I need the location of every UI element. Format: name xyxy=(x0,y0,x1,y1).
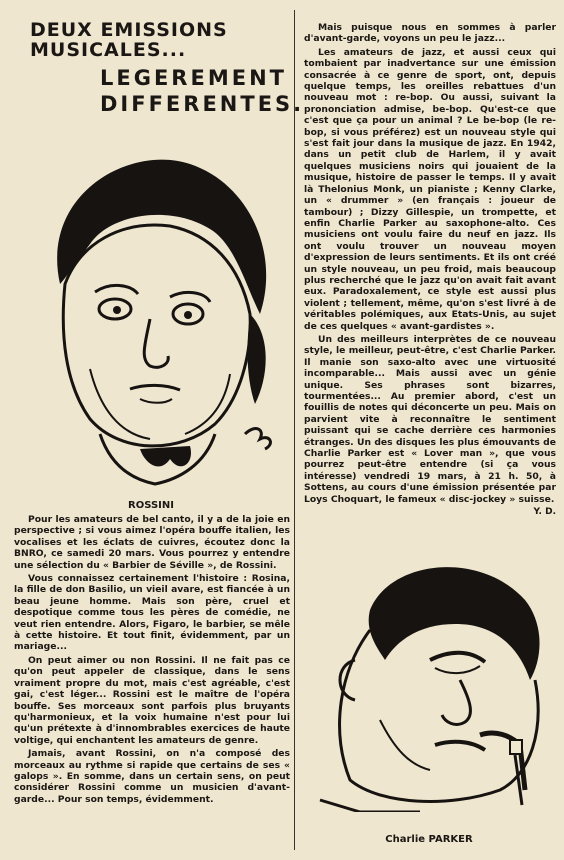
left-article xyxy=(14,514,290,807)
column-divider xyxy=(294,10,295,850)
parker-caricature xyxy=(310,550,550,812)
right-paragraph: Les amateurs de jazz, et aussi ceux qui tombaient par inadvertance sur une émission consacrée à ce genre de sport, ont, depuis quelque temps, les oreilles rebattues d'un nouveau mot : re-bop. Ou aussi, suivant la prononciation admise, be-bop. Qu'est-ce que c'est que ça pour un animal ? Le be-bop (le re-bop, si vous préférez) est un nouveau style qui s'est fait jour dans la musique de jazz. En 1942, dans un petit club de Harlem, il y avait quelques musiciens noirs qui jouaient de la musique, histoire de passer le temps. Il y avait là Thelonius Monk, un pianiste ; Kenny Clarke, un « drummer » (en français : joueur de tambour) ; Dizzy Gillespie, un trompette, et enfin Charlie Parker au saxophone-alto. Ces musiciens ont voulu faire du neuf en jazz. Ils ont voulu trouver un nouveau moyen d'expression de leurs sentiments. Et ils ont créé un style nouveau, un peu froid, mais beaucoup plus recherché que le jazz qu'on avait fait avant eux. Paradoxalement, ce style est aussi plus violent ; tellement, même, qu'on s'est livré à de véritables polémiques, aux Etats-Unis, au sujet de ces quelques « avant-gardistes ». xyxy=(304,46,556,332)
headline-line-4: DIFFERENTES. xyxy=(100,92,305,116)
left-paragraph: Pour les amateurs de bel canto, il y a de la joie en perspective ; si vous aimez l'opéra bouffe italien, les vocalises et les éclats de cuivres, écoutez donc la BNRO, ce samedi 20 mars. Vous pourrez y entendre une sélection du « Barbier de Séville », de Rossini. xyxy=(14,514,290,571)
right-paragraph: Un des meilleurs interprètes de ce nouveau style, le meilleur, peut-être, c'est Charlie Parker. Il manie son saxo-alto avec une virtuosité incomparable... Mais aussi avec un génie unique. Ses phrases sont bizarres, tourmentées... Au premier abord, c'est un fouillis de notes qui déconcerte un peu. Mais on parvient vite à reconnaître le sentiment puissant qui se cache derrière ces harmonies étranges. Un des disques les plus émouvants de Charlie Parker est « Lover man », que vous pourrez peut-être entendre (si ça vous intéresse) vendredi 19 mars, à 21 h. 50, à Sottens, au cours d'une émission présentée par Loys Choquart, le fameux « disc-jockey » suisse. xyxy=(304,333,556,505)
rossini-caricature xyxy=(20,134,280,489)
right-column xyxy=(300,14,558,854)
left-paragraph: Vous connaissez certainement l'histoire : Rosina, la fille de don Basilio, un vieil avare, est fiancée à un beau jeune homme. Mais son père, cruel et despotique comme tous les pères de comédie, ne veut rien entendre. Alors, Figaro, le barbier, se mêle à cette histoire. Et tout finit, évidemment, par un mariage... xyxy=(14,573,290,653)
headline-line-1: DEUX EMISSIONS xyxy=(30,19,228,41)
left-paragraph: On peut aimer ou non Rossini. Il ne fait pas ce qu'on peut appeler de classique, dans le sens vraiment propre du mot, mais c'est agréable, c'est gai, c'est léger... Rossini est le maître de l'opéra bouffe. Ses morceaux sont parfois plus bruyants qu'harmonieux, et la voix humaine n'est pour lui qu'un prétexte à d'innombrables exercices de haute voltige, qui enchantent les amateurs de genre. xyxy=(14,654,290,746)
headline-line-2: MUSICALES... xyxy=(30,39,187,61)
author-signature: Y. D. xyxy=(533,507,556,518)
parker-caption: Charlie PARKER xyxy=(385,834,473,845)
left-column xyxy=(10,14,305,854)
rossini-caption: ROSSINI xyxy=(128,500,174,511)
headline-line-3: LEGEREMENT xyxy=(100,66,287,90)
right-paragraph: Mais puisque nous en sommes à parler d'avant-garde, voyons un peu le jazz... xyxy=(304,22,556,45)
right-article xyxy=(304,22,556,518)
left-paragraph: Jamais, avant Rossini, on n'a composé des morceaux au rythme si rapide que certains de ses « galops ». En somme, dans un certain sens, on peut considérer Rossini comme un musicien d'avant-garde... Pour son temps, évidemment. xyxy=(14,748,290,805)
